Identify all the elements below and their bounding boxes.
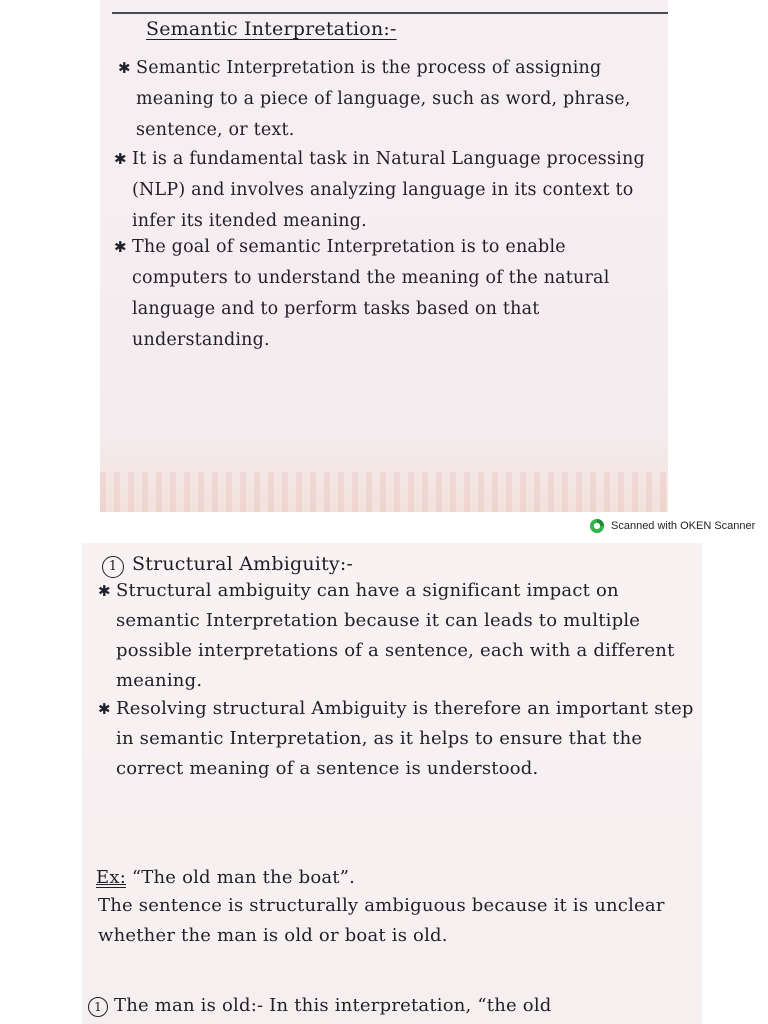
paragraph-nlp-task: ✱ It is a fundamental task in Natural Language processing (NLP) and involves analyzing language in its context to infer its itended meaning. xyxy=(132,144,662,237)
paragraph-impact: ✱ Structural ambiguity can have a significant impact on semantic Interpretation because it can leads to multiple possible interpretations of a sentence, each with a different meaning. xyxy=(116,576,696,696)
star-bullet-icon: ✱ xyxy=(114,238,127,256)
paragraph-definition: ✱ Semantic Interpretation is the process of assigning meaning to a piece of language, such as word, phrase, sentence, or text. xyxy=(136,53,664,146)
notebook-page-bottom xyxy=(82,543,702,1024)
example-sentence: “The old man the boat”. xyxy=(131,867,356,888)
star-bullet-icon: ✱ xyxy=(118,59,131,77)
star-bullet-icon: ✱ xyxy=(98,582,111,600)
example-line xyxy=(96,863,355,893)
page-bleed-texture xyxy=(100,472,668,512)
notebook-page-top xyxy=(100,0,668,512)
example-label: Ex: xyxy=(96,867,126,888)
oken-scanner-logo-icon xyxy=(589,518,605,534)
scanner-label: Scanned with OKEN Scanner xyxy=(611,520,756,532)
star-bullet-icon: ✱ xyxy=(98,700,111,718)
paragraph-resolving: ✱ Resolving structural Ambiguity is therefore an important step in semantic Interpretation, as it helps to ensure that the correct meaning of a sentence is understood. xyxy=(116,694,696,784)
page-top-rule xyxy=(112,12,668,14)
paragraph-explanation: The sentence is structurally ambiguous because it is unclear whether the man is old or boat is old. xyxy=(98,895,665,946)
sub-point-line: 1 The man is old:- In this interpretation, “the old xyxy=(88,991,552,1021)
page-title-semantic-interpretation: Semantic Interpretation:- xyxy=(146,18,397,40)
star-bullet-icon: ✱ xyxy=(114,150,127,168)
circled-number: 1 xyxy=(102,556,124,578)
paragraph-goal: ✱ The goal of semantic Interpretation is to enable computers to understand the meaning of the natural language and to perform tasks based on that understanding. xyxy=(132,232,662,356)
section-title-structural-ambiguity: 1 Structural Ambiguity:- xyxy=(102,553,353,578)
scanner-watermark xyxy=(589,517,755,535)
circled-number: 1 xyxy=(88,997,108,1017)
